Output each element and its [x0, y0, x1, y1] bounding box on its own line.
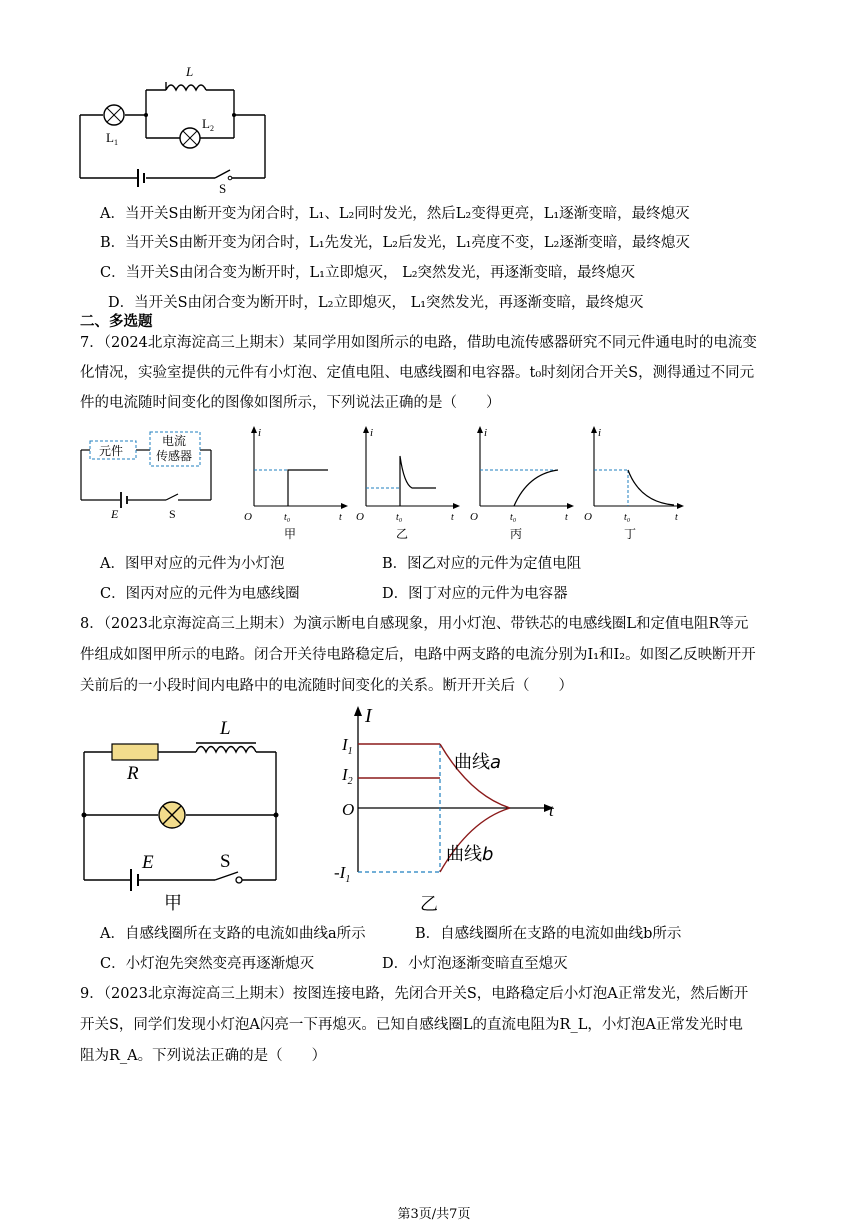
svg-text:O: O [244, 511, 252, 523]
lamp-l1-label: $L_1$ [106, 130, 118, 147]
q7-graph-yi [352, 422, 460, 540]
svg-text:t₀: t₀ [284, 512, 291, 523]
svg-text:R: R [127, 763, 139, 784]
q8-circuit-diagram [80, 715, 285, 915]
svg-text:I2: $I_2$ [342, 765, 353, 787]
q7-circuit-diagram [78, 428, 218, 523]
q9-line-3: 阻为R_A。下列说法正确的是（ ） [80, 1048, 327, 1064]
svg-text:电流: 电流 [162, 434, 187, 448]
svg-text:t: t [549, 801, 554, 820]
q8-line-2: 件组成如图甲所示的电路。闭合开关待电路稳定后，电路中两支路的电流分别为I₁和I₂。如图乙反映断开开 [80, 647, 756, 663]
q9-line-2: 开关S，同学们发现小灯泡A闪亮一下再熄灭。已知自感线圈L的直流电阻为R_L，小灯泡A正常发光时电 [80, 1017, 743, 1033]
q7-option-d: D．图丁对应的元件为电容器 [382, 586, 568, 602]
svg-text:O: O [342, 800, 355, 819]
circuit-diagram-top [70, 60, 280, 195]
lamp-icon [159, 802, 185, 828]
svg-text:曲线a: 曲线a [454, 752, 502, 773]
q7-graph-bing [466, 422, 574, 540]
svg-text:I1: $I_1$ [342, 735, 353, 757]
svg-text:i: i [484, 427, 488, 439]
svg-text:O: O [356, 511, 364, 523]
svg-text:t: t [451, 512, 454, 523]
svg-text:甲: 甲 [284, 527, 297, 541]
q7-line-2: 化情况，实验室提供的元件有小灯泡、定值电阻、电感线圈和电容器。t₀时刻闭合开关S，测得通过不同元 [80, 365, 755, 381]
q6-option-a: A．当开关S由断开变为闭合时，L₁、L₂同时发光，然后L₂变得更亮，L₁逐渐变暗，最终熄灭 [100, 206, 690, 222]
q7-graph-ding [580, 422, 688, 540]
q7-option-a: A．图甲对应的元件为小灯泡 [100, 556, 285, 572]
q8-option-b: B．自感线圈所在支路的电流如曲线b所示 [415, 926, 682, 942]
lamp-l2-label: $L_2$ [202, 116, 214, 133]
svg-text:乙: 乙 [420, 894, 438, 915]
q6-option-b: B．当开关S由断开变为闭合时，L₁先发光，L₂后发光，L₁亮度不变，L₂逐渐变暗，最终熄灭 [100, 235, 690, 251]
svg-text:t₀: t₀ [396, 512, 403, 523]
svg-text:传感器: 传感器 [156, 449, 193, 463]
section-title: 二、多选题 [80, 313, 153, 330]
q7-line-3: 件的电流随时间变化的图像如图所示，下列说法正确的是（ ） [80, 395, 501, 411]
q8-line-1: 8．（2023北京海淀高三上期末）为演示断电自感现象，用小灯泡、带铁芯的电感线圈L和定值电阻R等元 [80, 616, 749, 632]
switch-label: S [219, 181, 227, 196]
q8-option-a: A．自感线圈所在支路的电流如曲线a所示 [100, 926, 366, 942]
q7-graph-jia [240, 422, 348, 540]
svg-text:t₀: t₀ [510, 512, 517, 523]
svg-text:i: i [598, 427, 602, 439]
q7-option-b: B．图乙对应的元件为定值电阻 [382, 556, 582, 572]
lamp-l1-icon [104, 105, 124, 125]
svg-text:元件: 元件 [99, 444, 124, 458]
svg-text:t₀: t₀ [624, 512, 631, 523]
svg-text:E: E [142, 852, 154, 873]
svg-text:丙: 丙 [510, 527, 523, 541]
q8-line-3: 关前后的一小段时间内电路中的电流随时间变化的关系。断开开关后（ ） [80, 678, 573, 694]
svg-text:L: L [220, 718, 231, 739]
q6-option-c: C．当开关S由闭合变为断开时，L₁立即熄灭， L₂突然发光，再逐渐变暗，最终熄灭 [100, 265, 636, 281]
svg-text:乙: 乙 [396, 527, 409, 541]
svg-text:t: t [339, 512, 342, 523]
q7-line-1: 7．（2024北京海淀高三上期末）某同学用如图所示的电路，借助电流传感器研究不同元件通电时的电流变 [80, 335, 757, 351]
svg-text:i: i [370, 427, 374, 439]
svg-text:S: S [220, 851, 231, 872]
q6-option-d: D．当开关S由闭合变为断开时，L₂立即熄灭， L₁突然发光，再逐渐变暗，最终熄灭 [108, 295, 644, 311]
svg-text:S: S [169, 507, 176, 521]
svg-text:t: t [675, 512, 678, 523]
svg-text:曲线b: 曲线b [446, 844, 494, 865]
page-footer: 第3页/共7页 [397, 1207, 471, 1222]
svg-text:E: E [111, 507, 119, 521]
q8-current-graph [330, 700, 570, 916]
svg-text:甲: 甲 [164, 893, 182, 914]
svg-text:丁: 丁 [624, 527, 637, 541]
q8-option-d: D．小灯泡逐渐变暗直至熄灭 [382, 956, 568, 972]
inductor-label: L [186, 64, 194, 79]
svg-text:I: I [365, 705, 372, 727]
svg-text:t: t [565, 512, 568, 523]
lamp-l2-icon [180, 128, 200, 148]
q8-option-c: C．小灯泡先突然变亮再逐渐熄灭 [100, 956, 315, 972]
svg-text:-I1: $-I_1$ [334, 863, 351, 885]
svg-text:i: i [258, 427, 262, 439]
q7-option-c: C．图丙对应的元件为电感线圈 [100, 586, 300, 602]
q9-line-1: 9．（2023北京海淀高三上期末）按图连接电路，先闭合开关S，电路稳定后小灯泡A正常发光，然后断开 [80, 986, 749, 1002]
resistor-icon [112, 744, 158, 760]
svg-text:O: O [470, 511, 478, 523]
svg-text:O: O [584, 511, 592, 523]
